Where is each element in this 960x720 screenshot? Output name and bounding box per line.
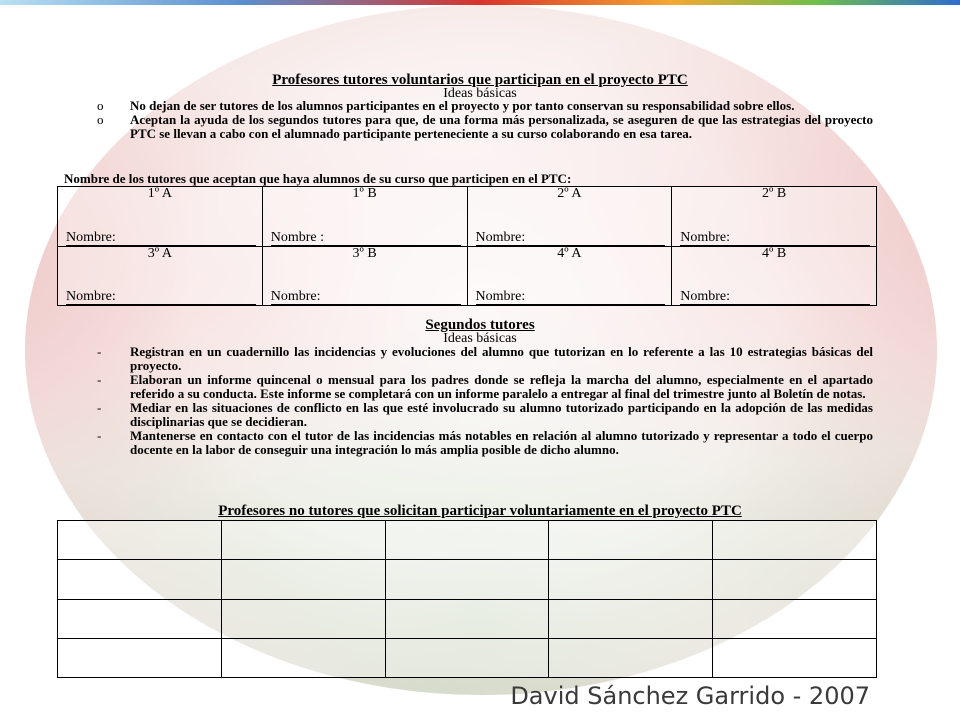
section2-title: Segundos tutores — [425, 317, 535, 333]
name-field[interactable]: Nombre: — [66, 231, 256, 246]
table-cell[interactable] — [549, 560, 713, 599]
table-cell[interactable] — [467, 246, 672, 306]
name-field[interactable]: Nombre: — [476, 290, 666, 305]
section3-title: Profesores no tutores que solicitan participar voluntariamente en el proyecto PTC — [218, 503, 742, 519]
author-footer: David Sánchez Garrido - 2007 — [510, 682, 870, 710]
bullet-marker: - — [97, 400, 102, 415]
table-cell[interactable] — [713, 599, 877, 638]
table-cell[interactable] — [221, 521, 385, 560]
bullet-marker: - — [97, 428, 102, 443]
table-cell[interactable] — [385, 638, 549, 677]
name-field[interactable]: Nombre: — [476, 231, 666, 246]
table-cell[interactable] — [672, 187, 877, 247]
grade-label: 4º B — [762, 245, 787, 261]
table-row — [58, 560, 877, 599]
grade-label: 1º B — [352, 186, 377, 201]
table-cell[interactable] — [385, 521, 549, 560]
bullet-marker: - — [97, 372, 102, 387]
section2-bullet-list — [97, 345, 873, 457]
table-cell[interactable] — [58, 560, 222, 599]
tutors-table-heading: Nombre de los tutores que aceptan que haya alumnos de su curso que participen en el PTC: — [64, 171, 572, 186]
table-cell[interactable] — [385, 599, 549, 638]
table-cell[interactable] — [713, 560, 877, 599]
bullet-marker: - — [97, 344, 102, 359]
bullet-text: Mediar en las situaciones de conflicto en las que esté involucrado su alumno tutorizado participando en la adopción de las medidas disciplinarias que se decidieran. — [130, 400, 873, 429]
name-field[interactable]: Nombre: — [680, 231, 870, 246]
table-cell[interactable] — [467, 187, 672, 247]
section1-subtitle: Ideas básicas — [443, 86, 517, 101]
table-cell[interactable] — [221, 560, 385, 599]
table-cell[interactable] — [58, 521, 222, 560]
volunteers-table — [57, 520, 877, 678]
bullet-item — [97, 113, 873, 141]
table-cell[interactable] — [549, 521, 713, 560]
table-cell[interactable] — [58, 246, 263, 306]
bullet-item — [97, 99, 873, 113]
bullet-marker: o — [97, 112, 104, 127]
grade-label: 3º B — [352, 245, 377, 261]
table-cell[interactable] — [58, 638, 222, 677]
grade-label: 2º A — [557, 186, 582, 201]
table-cell[interactable] — [672, 246, 877, 306]
table-cell[interactable] — [262, 246, 467, 306]
table-cell[interactable] — [549, 599, 713, 638]
bullet-item — [97, 401, 873, 429]
grade-label: 1º A — [147, 186, 172, 201]
table-row — [58, 521, 877, 560]
table-cell[interactable] — [549, 638, 713, 677]
table-row — [58, 638, 877, 677]
table-row — [58, 187, 877, 247]
table-cell[interactable] — [713, 638, 877, 677]
bullet-item — [97, 345, 873, 373]
table-cell[interactable] — [221, 599, 385, 638]
name-field[interactable]: Nombre: — [680, 290, 870, 305]
bullet-text: Mantenerse en contacto con el tutor de las incidencias más notables en relación al alumno tutorizado y representar a todo el cuerpo docente en la labor de conseguir una integración lo más amplia posible de dicho alumno. — [130, 428, 873, 457]
table-cell[interactable] — [713, 521, 877, 560]
section1-bullet-list — [97, 99, 873, 141]
bullet-text: No dejan de ser tutores de los alumnos participantes en el proyecto y por tanto conservan su responsabilidad sobre ellos. — [130, 98, 795, 113]
bullet-item — [97, 373, 873, 401]
table-cell[interactable] — [58, 187, 263, 247]
section1-title: Profesores tutores voluntarios que participan en el proyecto PTC — [272, 72, 688, 88]
bullet-text: Registran en un cuadernillo las incidencias y evoluciones del alumno que tutorizan en lo referente a las 10 estrategias básicas del proyecto. — [130, 344, 873, 373]
grade-label: 2º B — [762, 186, 787, 201]
table-cell[interactable] — [385, 560, 549, 599]
table-cell[interactable] — [262, 187, 467, 247]
tutors-table — [57, 186, 877, 306]
table-cell[interactable] — [58, 599, 222, 638]
bullet-text: Aceptan la ayuda de los segundos tutores para que, de una forma más personalizada, se aseguren de que las estrategias del proyecto PTC se llevan a cabo con el alumnado participante perteneciente a su curso colaborando en esa tarea. — [130, 112, 873, 141]
table-row — [58, 246, 877, 306]
name-field[interactable]: Nombre : — [271, 231, 461, 246]
name-field[interactable]: Nombre: — [66, 290, 256, 305]
bullet-text: Elaboran un informe quincenal o mensual para los padres donde se refleja la marcha del alumno, especialmente en el apartado referido a su conducta. Este informe se completará con un informe paralelo a entregar al final del trimestre junto al Boletín de notas. — [130, 372, 873, 401]
table-cell[interactable] — [221, 638, 385, 677]
grade-label: 4º A — [557, 245, 582, 261]
bullet-marker: o — [97, 98, 104, 113]
section2-subtitle: Ideas básicas — [443, 331, 517, 346]
grade-label: 3º A — [147, 245, 172, 261]
bullet-item — [97, 429, 873, 457]
name-field[interactable]: Nombre: — [271, 290, 461, 305]
table-row — [58, 599, 877, 638]
